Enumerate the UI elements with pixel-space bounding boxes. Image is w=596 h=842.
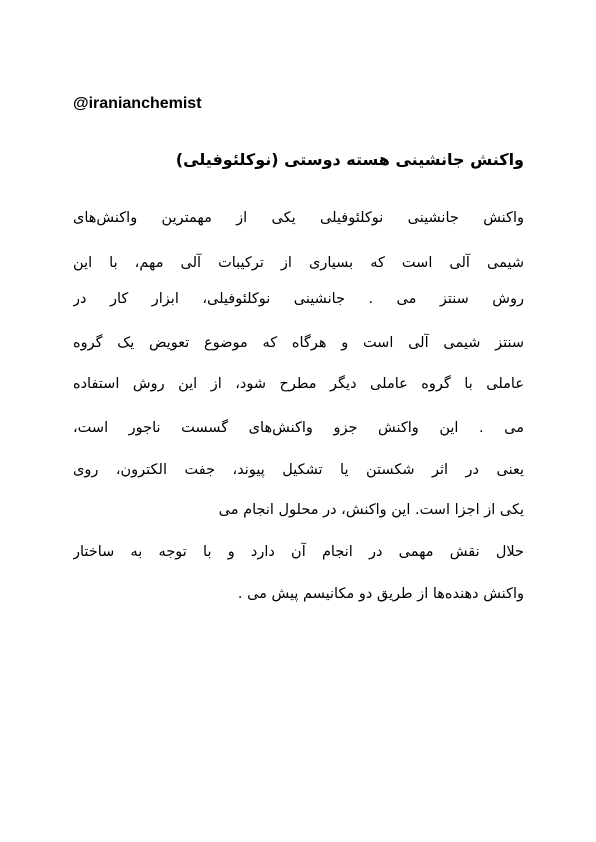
paragraph-line: یکی از اجزا است. این واکنش، در محلول انجام می <box>218 502 524 518</box>
paragraph-line: عاملی با گروه عاملی دیگر مطرح شود، از این روش استفاده <box>73 376 524 392</box>
paragraph-line: روش سنتز می . جانشینی نوکلئوفیلی، ابزار کار در <box>73 291 524 307</box>
author-handle: @iranianchemist <box>73 95 202 112</box>
paragraph-line: واکنش دهنده‌ها از طریق دو مکانیسم پیش می . <box>237 586 524 602</box>
paragraph-line: یعنی در اثر شکستن یا تشکیل پیوند، جفت الکترون، روی <box>73 462 524 478</box>
paragraph-line: واکنش جانشینی نوکلئوفیلی یکی از مهمترین واکنش‌های <box>73 210 524 226</box>
paragraph-line: شیمی آلی است که بسیاری از ترکیبات آلی مهم، با این <box>73 255 524 271</box>
paragraph-line: حلال نقش مهمی در انجام آن دارد و با توجه به ساختار <box>73 544 524 560</box>
paragraph-line: می . این واکنش جزو واکنش‌های گسست ناجور است، <box>73 420 524 436</box>
paragraph-line: سنتز شیمی آلی است و هرگاه که موضوع تعویض یک گروه <box>73 335 524 351</box>
document-title: واکنش جانشینی هسته دوستی (نوکلئوفیلی) <box>175 150 524 169</box>
